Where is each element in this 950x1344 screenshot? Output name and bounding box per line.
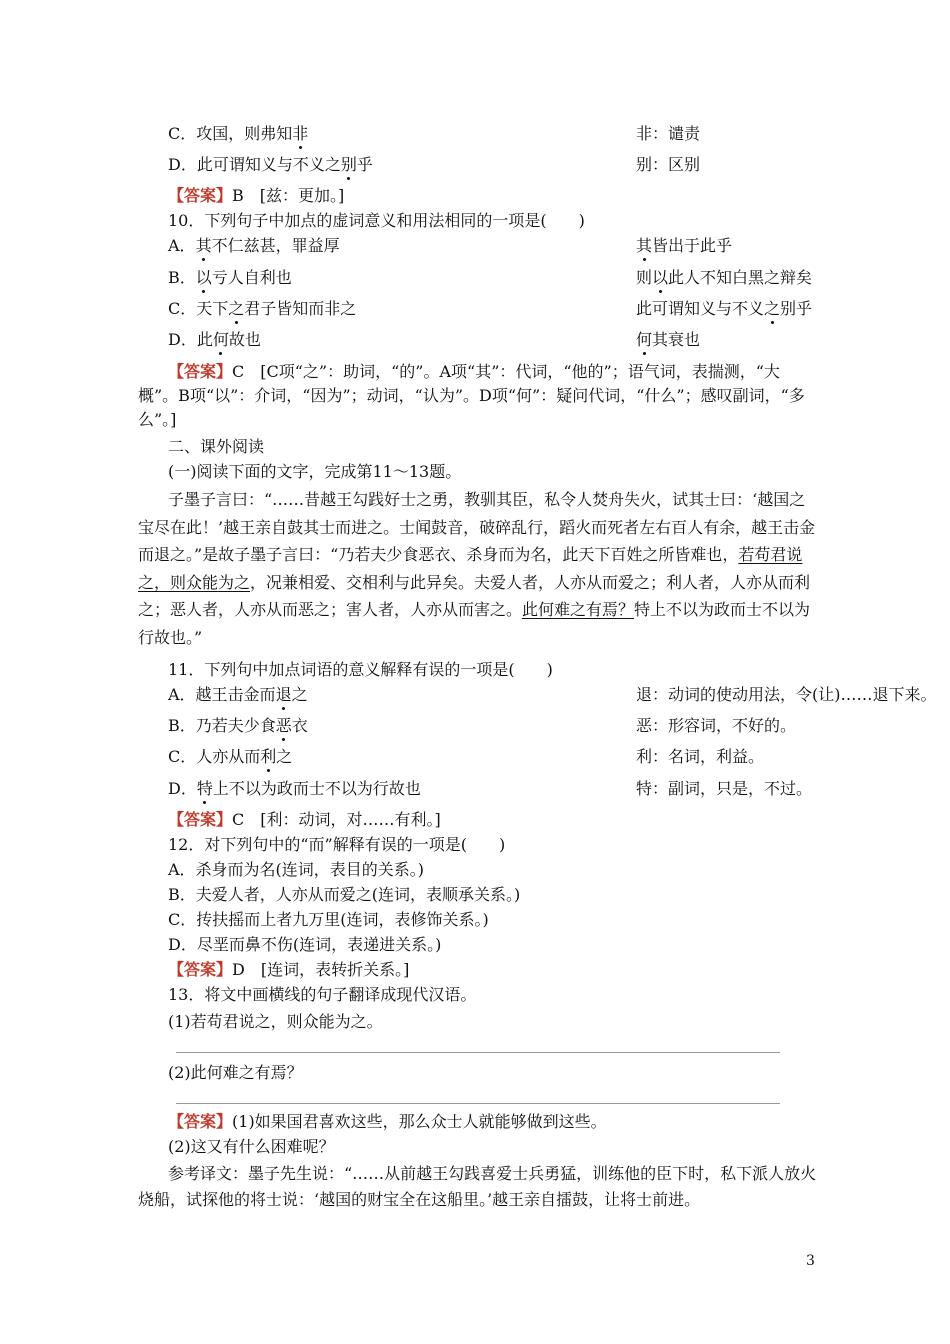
option-c-line: C．攻国，则弗知非 非：谴责 (168, 122, 848, 146)
q12-option-c: C．抟扶摇而上者九万里(连词，表修饰关系。) (168, 910, 489, 929)
q11-option-d: D．特上不以为政而士不以为行故也 特：副词，只是，不过。 (168, 777, 848, 801)
q12-option-d: D．尽垩而鼻不伤(连词，表递进关系。) (168, 935, 442, 954)
q11-option-b: B．乃若夫少食恶衣 恶：形容词，不好的。 (168, 714, 848, 738)
answer-12: 【答案】D [连词，表转折关系。] (168, 960, 410, 979)
answer-9: 【答案】B [兹：更加。] (168, 186, 345, 205)
dotted-word: 其 (636, 234, 652, 258)
answer-tag: 【答案】 (168, 960, 233, 979)
dotted-word: 以 (652, 266, 668, 290)
underlined-sentence-1: 若苟君说之，则众能为之 (138, 545, 803, 592)
reading-instruction: (一)阅读下面的文字，完成第11～13题。 (168, 462, 462, 481)
q10-option-a: A．其不仁兹甚，罪益厚 其皆出于此乎 (168, 234, 848, 258)
question-10: 10．下列句子中加点的虚词意义和用法相同的一项是( ) (168, 211, 585, 230)
dotted-word: 何 (636, 328, 652, 352)
answer-blank-line-1 (176, 1052, 780, 1053)
q11-option-c: C．人亦从而利之 利：名词，利益。 (168, 745, 848, 769)
dotted-word: 别 (341, 153, 357, 177)
q10-option-b: B．以亏人自利也 则以此人不知白黑之辩矣 (168, 266, 848, 290)
underlined-sentence-2: 此何难之有焉？ (522, 600, 635, 619)
section-heading: 二、课外阅读 (168, 437, 265, 456)
answer-13: 【答案】(1)如果国君喜欢这些，那么众士人就能够做到这些。 (168, 1112, 607, 1131)
answer-tag: 【答案】 (168, 1112, 233, 1131)
reading-passage: 子墨子言曰：“……昔越王勾践好士之勇，教驯其臣，私令人焚舟失火，试其士曰：‘越国之宝尽在此！’越王亲自鼓其士而进之。士闻鼓音，破碎乱行，蹈火而死者左右百人有余，越王击金而退之。”是故子墨子言曰：“乃若夫少食恶衣、杀身而为名，此天下百姓之所皆难也，若苟君说之，则众能为之，况兼相爱、交相利与此异矣。夫爱人者，人亦从而爱之；利人者，人亦从而利之；恶人者，人亦从而恶之；害人者，人亦从而害之。此何难之有焉？特上不以为政而士不以为行故也。” (138, 490, 816, 647)
q11-option-a: A．越王击金而退之 退：动词的使动用法，令(让)……退下来。 (168, 683, 848, 707)
dotted-word: 之 (764, 297, 780, 321)
answer-10: 【答案】C [C项“之”：助词，“的”。A项“其”：代词，“他的”；语气词，表揣测，“大概”。B项“以”：介词，“因为”；动词，“认为”。D项“何”：疑问代词，“什么”；感叹副词，“多么”。] (138, 362, 805, 429)
answer-blank-line-2 (176, 1103, 780, 1104)
q13-part-2: (2)此何难之有焉？ (168, 1063, 303, 1082)
q12-option-a: A．杀身而为名(连词，表目的关系。) (168, 860, 425, 879)
dotted-word: 以 (196, 266, 212, 290)
q10-option-d: D．此何故也 何其衰也 (168, 328, 848, 352)
answer-tag: 【答案】 (168, 186, 233, 205)
dotted-word: 之 (228, 297, 244, 321)
question-13: 13．将文中画横线的句子翻译成现代汉语。 (168, 985, 477, 1004)
answer-11: 【答案】C [利：动词，对……有利。] (168, 810, 441, 829)
reference-translation: 参考译文：墨子先生说：“……从前越王勾践喜爱士兵勇猛，训练他的臣下时，私下派人放火烧船，试探他的将士说：‘越国的财宝全在这船里。’越王亲自擂鼓，让将士前进。 (138, 1164, 817, 1209)
answer-13-part-2: (2)这又有什么困难呢？ (168, 1137, 335, 1156)
dotted-word: 其 (196, 234, 212, 258)
dotted-word: 利 (260, 745, 276, 769)
dotted-word: 非 (292, 122, 308, 146)
question-12: 12．对下列句中的“而”解释有误的一项是( ) (168, 835, 506, 854)
dotted-word: 特 (197, 777, 213, 801)
q10-option-c: C．天下之君子皆知而非之 此可谓知义与不义之别乎 (168, 297, 848, 321)
question-11: 11．下列句中加点词语的意义解释有误的一项是( ) (168, 660, 553, 679)
dotted-word: 恶 (276, 714, 292, 738)
option-d-line: D．此可谓知义与不义之别乎 别：区别 (168, 153, 848, 177)
answer-tag: 【答案】 (168, 810, 233, 829)
answer-tag: 【答案】 (168, 362, 233, 381)
q13-part-1: (1)若苟君说之，则众能为之。 (168, 1012, 383, 1031)
q12-option-b: B．夫爱人者，人亦从而爱之(连词，表顺承关系。) (168, 885, 521, 904)
dotted-word: 退 (276, 683, 292, 707)
page-number: 3 (806, 1253, 815, 1269)
dotted-word: 何 (213, 328, 229, 352)
